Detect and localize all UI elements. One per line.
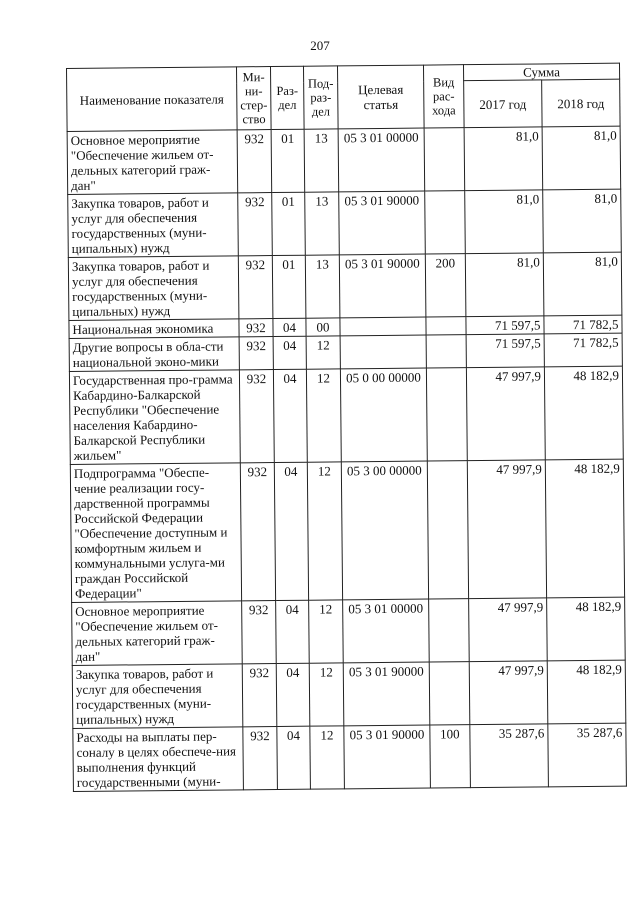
row-section: 04 — [274, 462, 308, 600]
row-section: 01 — [272, 192, 306, 255]
row-sum-2017: 81,0 — [465, 190, 544, 254]
row-type — [429, 662, 470, 725]
table-header — [67, 63, 621, 131]
row-name: Закупка товаров, работ и услуг для обеспечения государственных (муни-ципальных) нужд — [68, 193, 239, 258]
row-type — [424, 128, 465, 191]
row-subsection: 12 — [307, 462, 342, 600]
header-type: Вид рас- хода — [423, 65, 464, 128]
row-sum-2017: 71 597,5 — [466, 316, 544, 335]
row-sum-2018: 48 182,9 — [547, 597, 626, 661]
table-row — [68, 252, 622, 320]
header-name-label: Наименование показателя — [79, 90, 224, 108]
header-name — [67, 67, 238, 132]
row-name: Основное мероприятие "Обеспечение жильем от-дельных категорий граж-дан" — [72, 601, 243, 666]
row-type — [429, 599, 470, 662]
table-row — [72, 597, 626, 665]
row-subsection: 13 — [305, 255, 340, 318]
row-section: 04 — [276, 600, 310, 663]
row-subsection: 12 — [309, 600, 344, 663]
row-section: 04 — [277, 726, 311, 789]
row-ministry: 932 — [239, 319, 273, 337]
row-target — [340, 317, 426, 336]
row-sum-2017: 47 997,9 — [469, 661, 548, 725]
budget-table — [66, 63, 627, 792]
table-row — [69, 366, 623, 464]
row-sum-2018: 81,0 — [543, 189, 622, 253]
table-row — [67, 126, 621, 194]
table-row — [70, 459, 624, 602]
header-section: Раз- дел — [270, 66, 304, 129]
row-section: 01 — [271, 129, 305, 192]
row-sum-2017: 47 997,9 — [467, 460, 546, 599]
row-ministry: 932 — [240, 463, 275, 601]
row-sum-2017: 35 287,6 — [470, 724, 549, 788]
row-subsection: 00 — [306, 318, 340, 336]
row-type — [426, 368, 467, 461]
row-name: Подпрограмма "Обеспе-чение реализации госу-дарственной программы Российской Федерации "Обеспечение доступным и комфортным жильем и коммунальными услуга-ми граждан Российской Федерации" — [70, 463, 241, 603]
table-body — [67, 126, 626, 791]
row-sum-2017: 47 997,9 — [469, 598, 548, 662]
row-section: 04 — [273, 318, 306, 336]
row-type — [427, 461, 468, 599]
header-target: Целевая статья — [337, 65, 424, 129]
row-target — [340, 335, 426, 369]
row-name: Закупка товаров, работ и услуг для обеспечения государственных (муни-ципальных) нужд — [72, 664, 243, 729]
row-subsection: 13 — [304, 129, 339, 192]
row-subsection: 12 — [310, 726, 345, 789]
header-year-2018: 2018 год — [542, 79, 620, 127]
row-section: 01 — [272, 255, 306, 318]
row-ministry: 932 — [242, 664, 277, 727]
row-name: Закупка товаров, работ и услуг для обеспечения государственных (муни-ципальных) нужд — [68, 256, 239, 321]
row-target: 05 3 00 00000 — [341, 461, 428, 600]
row-section: 04 — [273, 336, 306, 369]
row-type — [426, 335, 466, 368]
row-ministry: 932 — [243, 727, 278, 790]
row-name: Государственная про-грамма Кабардино-Балкарской Республики "Обеспечение населения Кабардино-Балкарской Республики жильем" — [69, 370, 240, 465]
header-sum: Сумма — [463, 63, 619, 80]
row-ministry: 932 — [238, 193, 273, 256]
row-subsection: 12 — [306, 369, 341, 462]
row-sum-2018: 71 782,5 — [544, 315, 622, 334]
row-name: Основное мероприятие "Обеспечение жильем от-дельных категорий граж-дан" — [67, 130, 238, 195]
row-sum-2018: 71 782,5 — [544, 333, 622, 367]
row-sum-2017: 81,0 — [465, 253, 544, 317]
row-sum-2018: 48 182,9 — [545, 459, 624, 598]
row-sum-2018: 81,0 — [542, 126, 621, 190]
row-sum-2018: 35 287,6 — [548, 723, 627, 787]
header-year-2017: 2017 год — [464, 80, 542, 128]
row-subsection: 12 — [306, 336, 340, 369]
row-sum-2017: 71 597,5 — [466, 334, 544, 368]
row-ministry: 932 — [239, 337, 273, 370]
row-type: 100 — [430, 725, 471, 788]
row-sum-2017: 81,0 — [464, 127, 543, 191]
row-name: Расходы на выплаты пер-соналу в целях обеспече-ния выполнения функций государственными (муни- — [73, 727, 244, 792]
row-subsection: 12 — [309, 663, 344, 726]
page-number: 207 — [310, 38, 330, 53]
row-target: 05 3 01 90000 — [339, 254, 426, 318]
row-name: Национальная экономика — [69, 319, 239, 339]
row-sum-2018: 81,0 — [543, 252, 622, 316]
row-type — [426, 317, 466, 335]
row-sum-2017: 47 997,9 — [466, 367, 545, 461]
row-ministry: 932 — [242, 601, 277, 664]
row-section: 04 — [276, 663, 310, 726]
row-target: 05 3 01 90000 — [339, 191, 426, 255]
table-row — [69, 333, 622, 371]
row-ministry: 932 — [237, 130, 272, 193]
header-ministry: Ми- ни- стер- ство — [236, 67, 271, 130]
row-ministry: 932 — [238, 256, 273, 319]
header-subsection: Под- раз- дел — [303, 66, 338, 129]
row-subsection: 13 — [305, 192, 340, 255]
table-row — [72, 660, 626, 728]
table-row — [73, 723, 627, 791]
row-target: 05 3 01 00000 — [338, 128, 425, 192]
row-sum-2018: 48 182,9 — [544, 366, 623, 460]
row-target: 05 3 01 00000 — [343, 599, 430, 663]
row-sum-2018: 48 182,9 — [547, 660, 626, 724]
row-name: Другие вопросы в обла-сти национальной эконо-мики — [69, 337, 239, 372]
row-type: 200 — [425, 254, 466, 317]
table-row — [68, 189, 622, 257]
row-section: 04 — [273, 369, 307, 462]
row-target: 05 0 00 00000 — [340, 368, 427, 462]
row-type — [425, 191, 466, 254]
row-target: 05 3 01 90000 — [344, 725, 431, 789]
row-target: 05 3 01 90000 — [343, 662, 430, 726]
row-ministry: 932 — [239, 370, 274, 463]
